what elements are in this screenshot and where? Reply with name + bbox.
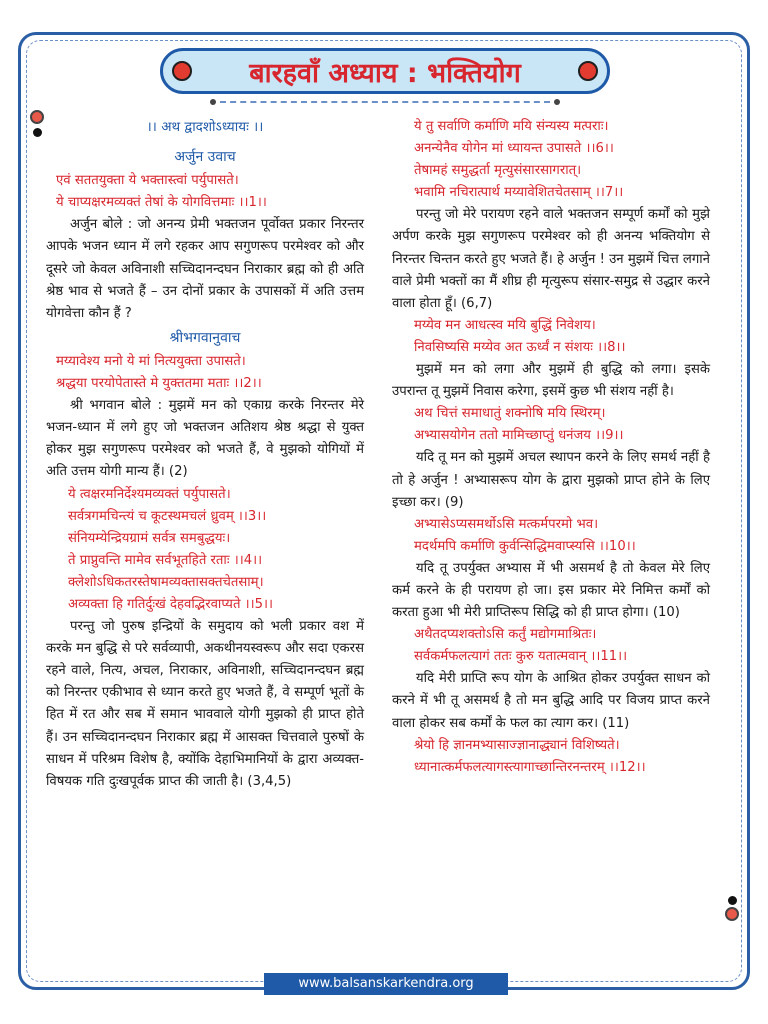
divider-end-left <box>210 99 216 105</box>
translation-2: श्री भगवान बोले : मुझमें मन को एकाग्र करके निरन्तर मेरे भजन-ध्यान में लगे हुए जो भक्तजन अतिशय श्रेष्ठ श्रद्धा से युक्त होकर मुझ सगुणरूप परमेश्वर को भजते हैं, वे मुझको योगियों में अति उत्तम योगी मान्य हैं। (2) <box>46 398 364 480</box>
right-ornament-bead <box>728 896 737 905</box>
translation-1: अर्जुन बोले : जो अनन्य प्रेमी भक्तजन पूर्वोक्त प्रकार निरन्तर आपके भजन ध्यान में लगे रहकर आप सगुणरूप परमेश्वर को और दूसरे जो केवल अविनाशी सच्चिदानन्दघन निराकार ब्रह्म को ही अति श्रेष्ठ भाव से भजते हैं – उन दोनों प्रकार के उपासकों में अति उत्तम योगवेत्ता कौन हैं ? <box>46 217 364 321</box>
verse-5-line-1: क्लेशोऽधिकतरस्तेषामव्यक्तासक्तचेतसाम्। <box>68 574 264 590</box>
verse-6-line-2: अनन्येनैव योगेन मां ध्यायन्त उपासते ।।6।। <box>414 141 614 157</box>
verse-1-line-2: ये चाप्यक्षरमव्यक्तं तेषां के योगवित्तमाः ।।1।। <box>56 195 267 211</box>
verse-12-line-1: श्रेयो हि ज्ञानमभ्यासाज्ज्ञानाद्ध्यानं विशिष्यते। <box>414 737 620 753</box>
verse-10-line-2: मदर्थमपि कर्माणि कुर्वन्सिद्धिमवाप्स्यसि ।।10।। <box>414 538 636 554</box>
page-title: बारहवाँ अध्याय : भक्तियोग <box>249 57 521 89</box>
left-column <box>46 116 364 793</box>
verse-9-line-1: अथ चित्तं समाधातुं शक्नोषि मयि स्थिरम्। <box>414 406 606 422</box>
left-ornament-bead <box>33 128 42 137</box>
verse-4-line-1: संनियम्येन्द्रियग्रामं सर्वत्र समबुद्धयः। <box>68 530 231 546</box>
right-ornament-dot <box>725 907 739 921</box>
translation-10: यदि तू उपर्युक्त अभ्यास में भी असमर्थ है तो केवल मेरे लिए कर्म करने के ही परायण हो जा। इस प्रकार मेरे निमित्त कर्मों को करता हुआ भी मेरी प्राप्तिरूप सिद्धि को ही प्राप्त होगा। (10) <box>392 560 710 621</box>
verse-7-line-1: तेषामहं समुद्धर्ता मृत्युसंसारसागरात्। <box>414 163 582 179</box>
arjun-heading: अर्जुन उवाच <box>174 149 236 166</box>
translation-3-5: परन्तु जो पुरुष इन्द्रियों के समुदाय को भली प्रकार वश में करके मन बुद्धि से परे सर्वव्यापी, अकथीनयस्वरूप और सदा एकरस रहने वाले, नित्य, अचल, निराकार, अविनाशी, सच्चिदानन्दघन ब्रह्म को निरन्तर एकीभाव से ध्यान करते हुए भजते हैं, वे सम्पूर्ण भूतों के हित में रत और सब में समान भाववाले योगी मुझको ही प्राप्त होते हैं। उन सच्चिदानन्दघन निराकार ब्रह्म में आसक्त चित्तवाले पुरुषों के साधन में परिश्रम विशेष है, क्योंकि देहाभिमानियों के द्वारा अव्यक्त-विषयक गति दुःखपूर्वक प्राप्त की जाती है। (3,4,5) <box>46 619 364 789</box>
verse-5-line-2: अव्यक्ता हि गतिर्दुःखं देहवद्भिरवाप्यते ।।5।। <box>68 596 274 612</box>
verse-11-line-1: अथैतदप्यशक्तोऽसि कर्तुं मद्योगमाश्रितः। <box>414 627 597 643</box>
translation-6-7: परन्तु जो मेरे परायण रहने वाले भक्तजन सम्पूर्ण कर्मों को मुझे अर्पण करके मुझ सगुणरूप परमेश्वर को ही अनन्य भक्तियोग से निरन्तर चिन्तन करते हुए भजते हैं। हे अर्जुन ! उन मुझमें चित्त लगाने वाले प्रेमी भक्तों का मैं शीघ्र ही मृत्युरूप संसार-समुद्र से उद्धार करने वाला होता हूँ। (6,7) <box>392 207 710 311</box>
verse-2-line-1: मय्यावेश्य मनो ये मां नित्ययुक्ता उपासते। <box>56 353 246 369</box>
verse-6-line-1: ये तु सर्वाणि कर्माणि मयि संन्यस्य मत्पराः। <box>414 119 609 134</box>
verse-11-line-2: सर्वकर्मफलत्यागं ततः कुरु यतात्मवान् ।।11।। <box>414 649 628 665</box>
translation-11: यदि मेरी प्राप्ति रूप योग के आश्रित होकर उपर्युक्त साधन को करने में भी तू असमर्थ है तो मन बुद्धि आदि पर विजय प्राप्त करने वाला होकर सब कर्मों के फल का त्याग कर। (11) <box>392 671 710 731</box>
verse-1-line-1: एवं सततयुक्ता ये भक्तास्त्वां पर्युपासते। <box>56 173 239 189</box>
left-ornament-dot <box>30 110 44 124</box>
verse-9-line-2: अभ्यासयोगेन ततो मामिच्छाप्तुं धनंजय ।।9।। <box>414 428 624 444</box>
chapter-title-banner <box>160 48 610 94</box>
title-dot-left-icon <box>172 61 192 81</box>
verse-10-line-1: अभ्यासेऽप्यसमर्थोऽसि मत्कर्मपरमो भव। <box>414 516 599 532</box>
verse-7-line-2: भवामि नचिरात्पार्थ मय्यावेशितचेतसाम् ।।7।। <box>414 185 624 201</box>
verse-4-line-2: ते प्राप्नुवन्ति मामेव सर्वभूतहिते रताः ।।4।। <box>68 552 263 568</box>
translation-9: यदि तू मन को मुझमें अचल स्थापन करने के लिए समर्थ नहीं है तो हे अर्जुन ! अभ्यासरूप योग के द्वारा मुझको प्राप्त होने के लिए इच्छा कर। (9) <box>392 450 710 510</box>
title-dot-right-icon <box>578 61 598 81</box>
verse-3-line-1: ये त्वक्षरमनिर्देश्यमव्यक्तं पर्युपासते। <box>68 486 231 502</box>
divider-line <box>220 101 550 103</box>
verse-8-line-2: निवसिष्यसि मय्येव अत ऊर्ध्वं न संशयः ।।8।। <box>414 339 626 355</box>
bhagvan-heading: श्रीभगवानुवाच <box>169 329 241 346</box>
translation-8: मुझमें मन को लगा और मुझमें ही बुद्धि को लगा। इसके उपरान्त तू मुझमें निवास करेगा, इसमें कुछ भी संशय नहीं है। <box>392 362 710 400</box>
divider-end-right <box>554 99 560 105</box>
title-divider <box>210 99 560 105</box>
website-footer-link[interactable]: www.balsanskarkendra.org <box>264 973 508 995</box>
title-box <box>160 48 610 94</box>
chapter-start-line: ।। अथ द्वादशोऽध्यायः ।। <box>146 119 264 135</box>
verse-8-line-1: मय्येव मन आधत्स्व मयि बुद्धिं निवेशय। <box>414 317 596 333</box>
right-column <box>392 116 710 779</box>
verse-3-line-2: सर्वत्रगमचिन्त्यं च कूटस्थमचलं ध्रुवम् ।।3।। <box>68 508 267 524</box>
verse-2-line-2: श्रद्धया परयोपेतास्ते मे युक्ततमा मताः ।।2।। <box>56 376 262 392</box>
verse-12-line-2: ध्यानात्कर्मफलत्यागस्त्यागाच्छान्तिरनन्तरम् ।।12।। <box>414 759 646 775</box>
